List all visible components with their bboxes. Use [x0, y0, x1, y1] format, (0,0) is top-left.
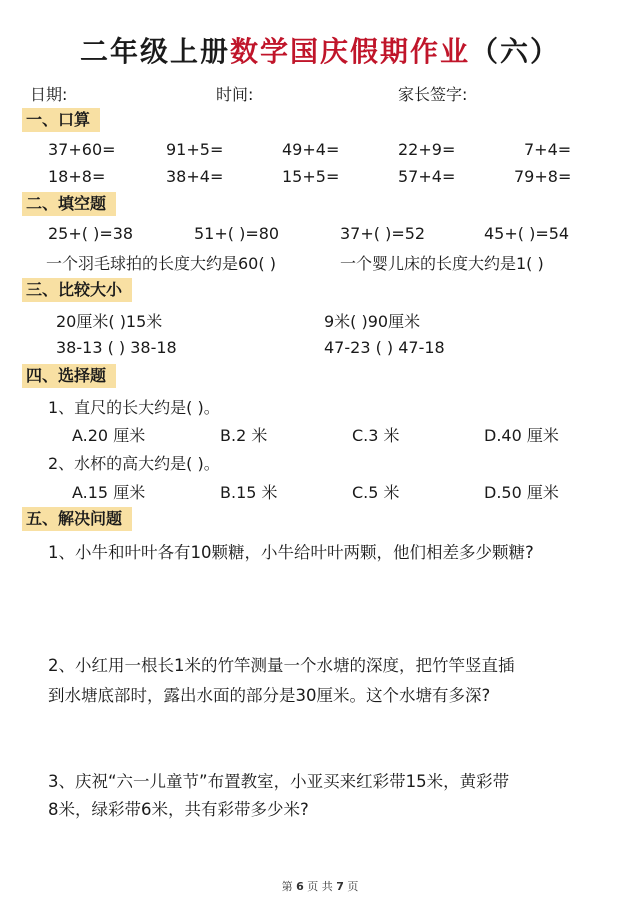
- date-label: 日期:: [30, 85, 68, 104]
- problem-3-line2: 8米，绿彩带6米，共有彩带多少米?: [48, 800, 309, 819]
- oral-item: 91+5=: [166, 140, 224, 159]
- title-prefix: 二年级上册: [79, 35, 230, 68]
- choice-option: D.50 厘米: [484, 483, 559, 502]
- oral-item: 49+4=: [282, 140, 340, 159]
- problem-2-line2: 到水塘底部时，露出水面的部分是30厘米。这个水塘有多深?: [48, 686, 491, 705]
- choice-option: C.3 米: [352, 426, 400, 445]
- problem-2-line1: 2、小红用一根长1米的竹竿测量一个水塘的深度，把竹竿竖直插: [48, 656, 515, 675]
- fill-item: 51+( )=80: [194, 224, 280, 243]
- oral-item: 15+5=: [282, 167, 340, 186]
- choice-option: D.40 厘米: [484, 426, 559, 445]
- fill-item: 45+( )=54: [484, 224, 570, 243]
- compare-item: 20厘米( )15米: [56, 312, 163, 331]
- choice-option: A.15 厘米: [72, 483, 146, 502]
- problem-3-line1: 3、庆祝“六一儿童节”布置教室，小亚买来红彩带15米，黄彩带: [48, 772, 510, 791]
- choice-question: 2、水杯的高大约是( )。: [48, 454, 220, 473]
- oral-item: 22+9=: [398, 140, 456, 159]
- choice-option: B.15 米: [220, 483, 278, 502]
- section-compare: 三、比较大小: [22, 278, 132, 302]
- footer-total-pages: 7: [336, 880, 344, 893]
- compare-item: 47-23 ( ) 47-18: [324, 338, 445, 357]
- oral-item: 79+8=: [514, 167, 572, 186]
- footer-mid: 页 共: [307, 880, 333, 893]
- oral-item: 38+4=: [166, 167, 224, 186]
- fill-item: 一个羽毛球拍的长度大约是60( ): [46, 254, 276, 273]
- compare-item: 9米( )90厘米: [324, 312, 421, 331]
- fill-item: 一个婴儿床的长度大约是1( ): [340, 254, 544, 273]
- page-footer: [0, 878, 640, 894]
- choice-option: C.5 米: [352, 483, 400, 502]
- oral-item: 18+8=: [48, 167, 106, 186]
- problem-1: 1、小牛和叶叶各有10颗糖，小牛给叶叶两颗，他们相差多少颗糖?: [48, 543, 534, 562]
- choice-question: 1、直尺的长大约是( )。: [48, 398, 220, 417]
- section-choice: 四、选择题: [22, 364, 116, 388]
- choice-option: B.2 米: [220, 426, 268, 445]
- oral-item: 37+60=: [48, 140, 116, 159]
- footer-post: 页: [347, 880, 359, 893]
- oral-item: 7+4=: [524, 140, 572, 159]
- fill-item: 37+( )=52: [340, 224, 426, 243]
- title-suffix: （六）: [470, 35, 561, 68]
- choice-option: A.20 厘米: [72, 426, 146, 445]
- oral-item: 57+4=: [398, 167, 456, 186]
- compare-item: 38-13 ( ) 38-18: [56, 338, 177, 357]
- page-title: [0, 30, 640, 70]
- title-highlight: 数学国庆假期作业: [229, 35, 470, 68]
- footer-page-number: 6: [296, 880, 304, 893]
- parent-sign-label: 家长签字:: [398, 85, 468, 104]
- section-fill-blank: 二、填空题: [22, 192, 116, 216]
- section-oral-calc: 一、口算: [22, 108, 100, 132]
- footer-pre: 第: [281, 880, 293, 893]
- section-problems: 五、解决问题: [22, 507, 132, 531]
- time-label: 时间:: [216, 85, 254, 104]
- fill-item: 25+( )=38: [48, 224, 134, 243]
